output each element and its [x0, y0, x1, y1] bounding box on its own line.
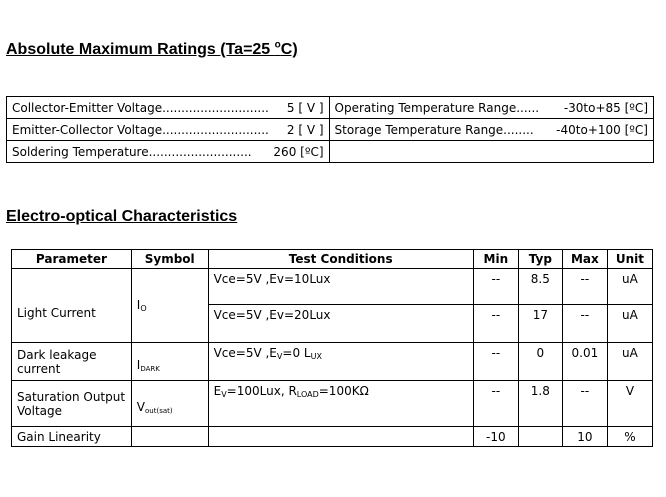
max-light-2: -- — [562, 305, 607, 343]
unit-saturation: V — [607, 381, 652, 427]
absolute-heading-text: Absolute Maximum Ratings (Ta=25 — [6, 41, 275, 58]
cond-part: Vce=5V ,E — [213, 346, 277, 360]
header-row — [12, 250, 653, 269]
param-gain-linearity: Gain Linearity — [12, 427, 132, 447]
cond-sub: LOAD — [296, 390, 319, 399]
rating-value: -40to+100 [ºC] — [556, 122, 648, 137]
cond-light-1: Vce=5V ,Ev=10Lux — [208, 269, 473, 305]
cond-sub: V — [221, 390, 227, 399]
cond-saturation — [208, 381, 473, 427]
unit-dark: uA — [607, 343, 652, 381]
min-saturation: -- — [473, 381, 518, 427]
cond-part: =100Lux, R — [226, 384, 297, 398]
rating-value: 5 [ V ] — [286, 100, 324, 115]
cond-light-2: Vce=5V ,Ev=20Lux — [208, 305, 473, 343]
table-row — [7, 141, 654, 163]
header-symbol: Symbol — [131, 250, 208, 269]
param-dark-leakage: Dark leakage current — [12, 343, 132, 381]
header-parameter: Parameter — [12, 250, 132, 269]
degree-sup: o — [274, 39, 281, 51]
typ-gain — [518, 427, 562, 447]
symbol-light-current — [131, 269, 208, 343]
rating-cell — [7, 119, 330, 141]
rating-label: Emitter-Collector Voltage............................ — [12, 122, 269, 137]
rating-cell — [7, 141, 330, 163]
header-min: Min — [473, 250, 518, 269]
max-light-1: -- — [562, 269, 607, 305]
table-row — [7, 119, 654, 141]
min-gain: -10 — [473, 427, 518, 447]
symbol-sub: out(sat) — [145, 407, 173, 415]
absolute-max-table — [6, 96, 654, 163]
param-saturation: Saturation Output Voltage — [12, 381, 132, 427]
unit-light-2: uA — [607, 305, 652, 343]
typ-dark: 0 — [518, 343, 562, 381]
cond-sub: V — [276, 352, 283, 361]
header-unit: Unit — [607, 250, 652, 269]
param-light-current: Light Current — [12, 269, 132, 343]
rating-label: Soldering Temperature........................... — [12, 144, 252, 159]
cond-dark — [208, 343, 473, 381]
rating-value: 260 [ºC] — [273, 144, 324, 159]
typ-light-1: 8.5 — [518, 269, 562, 305]
cond-part: =100KΩ — [318, 384, 369, 398]
rating-value: 2 [ V ] — [286, 122, 324, 137]
cond-part: =0 L — [282, 346, 311, 360]
symbol-sub: DARK — [140, 365, 160, 373]
symbol-gain — [131, 427, 208, 447]
cond-gain — [208, 427, 473, 447]
table-row — [7, 97, 654, 119]
max-saturation: -- — [562, 381, 607, 427]
typ-saturation: 1.8 — [518, 381, 562, 427]
electro-optical-heading: Electro-optical Characteristics — [6, 208, 238, 225]
table-row — [12, 381, 653, 427]
max-dark: 0.01 — [562, 343, 607, 381]
rating-cell-empty — [329, 141, 653, 163]
cond-part: E — [213, 384, 222, 398]
min-light-1: -- — [473, 269, 518, 305]
unit-light-1: uA — [607, 269, 652, 305]
typ-light-2: 17 — [518, 305, 562, 343]
rating-cell — [329, 97, 653, 119]
symbol-dark — [131, 343, 208, 381]
symbol-main: I — [136, 298, 141, 312]
unit-gain: % — [607, 427, 652, 447]
absolute-max-heading — [6, 41, 298, 59]
symbol-sub: O — [140, 304, 147, 313]
absolute-heading-end: C) — [280, 41, 298, 58]
max-gain: 10 — [562, 427, 607, 447]
rating-label: Storage Temperature Range........ — [334, 122, 534, 137]
symbol-saturation — [131, 381, 208, 427]
rating-label: Collector-Emitter Voltage............................ — [12, 100, 269, 115]
electro-optical-table — [11, 249, 653, 447]
symbol-main: V — [136, 400, 146, 414]
symbol-main: I — [136, 358, 141, 372]
table-row — [12, 427, 653, 447]
rating-cell — [329, 119, 653, 141]
rating-label: Operating Temperature Range...... — [334, 100, 540, 115]
rating-cell — [7, 97, 330, 119]
header-typ: Typ — [518, 250, 562, 269]
table-row — [12, 269, 653, 305]
table-row — [12, 343, 653, 381]
rating-value: -30to+85 [ºC] — [563, 100, 648, 115]
min-light-2: -- — [473, 305, 518, 343]
header-max: Max — [562, 250, 607, 269]
min-dark: -- — [473, 343, 518, 381]
header-test-conditions: Test Conditions — [208, 250, 473, 269]
cond-sub: UX — [310, 352, 322, 361]
